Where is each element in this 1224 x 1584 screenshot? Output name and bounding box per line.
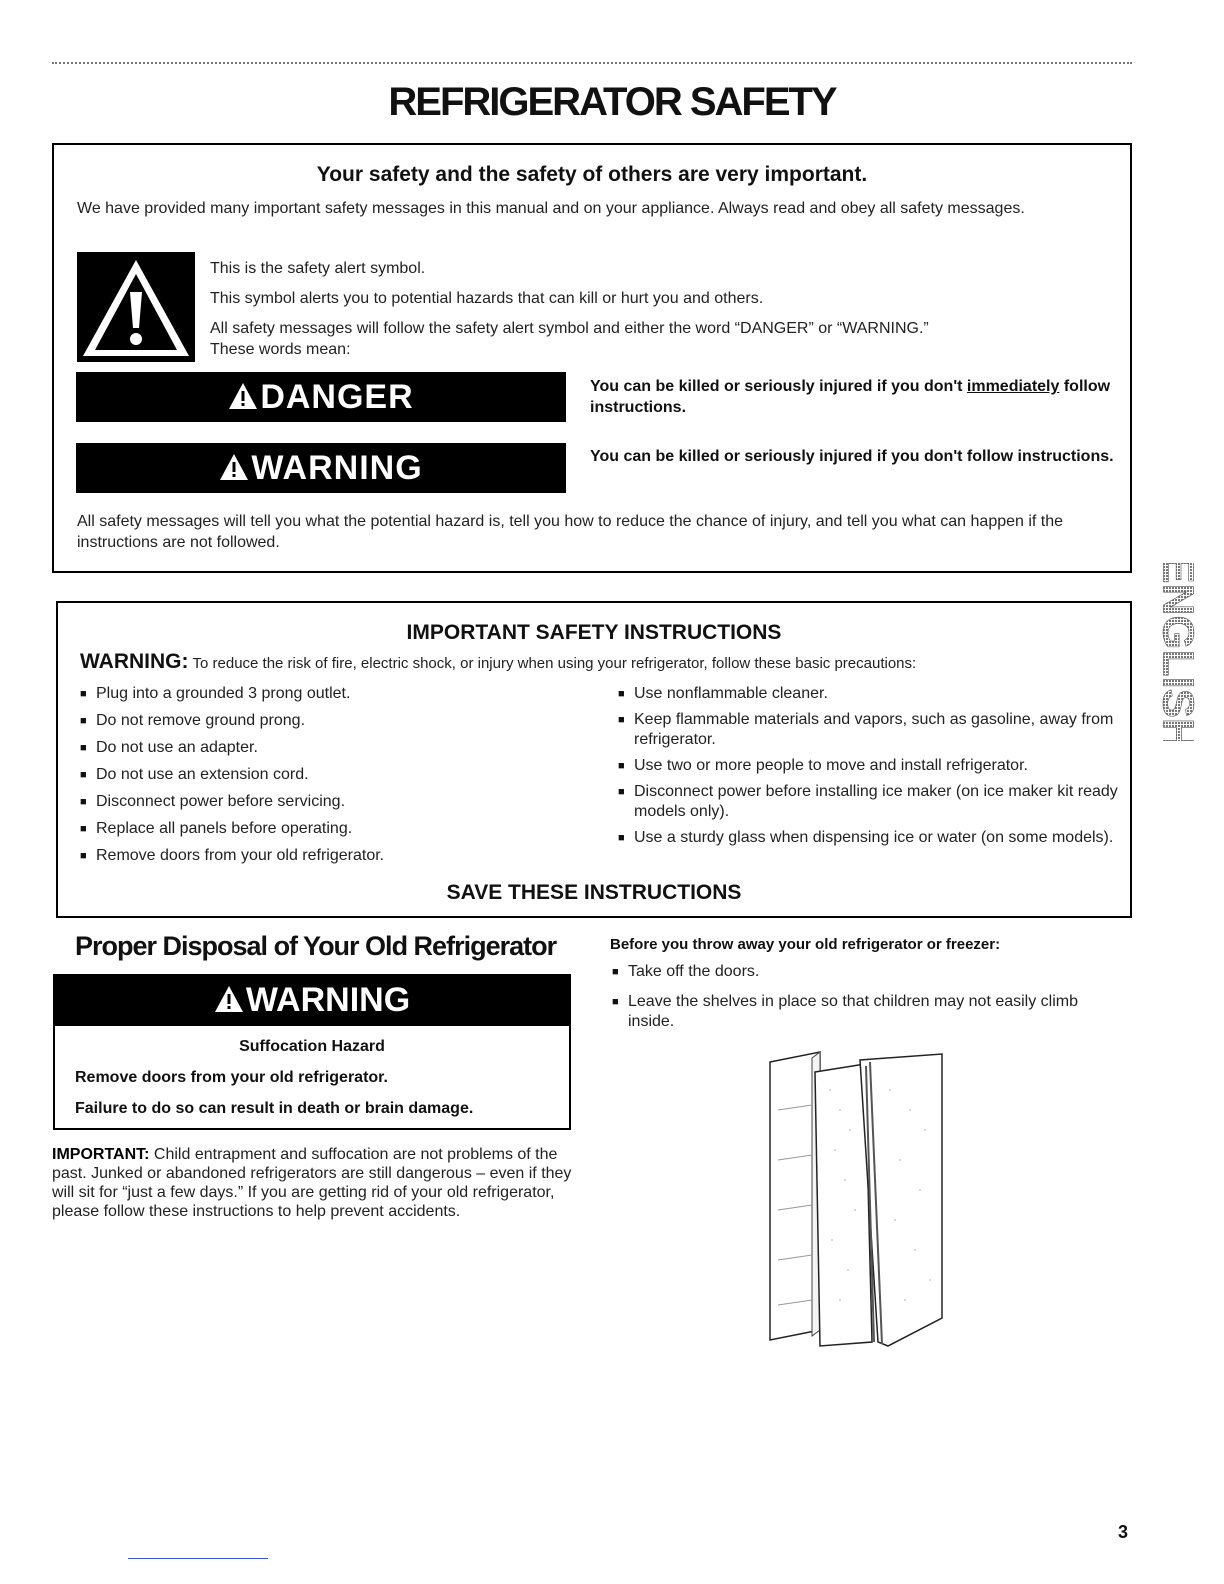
disposal-warning-bar: [53, 974, 571, 1026]
alert-symbol-explanation: [210, 258, 1110, 369]
warning-label: WARNING: [251, 449, 423, 487]
warning-signal-bar: [76, 443, 566, 493]
alert-triangle-icon: [228, 374, 258, 424]
alert-triangle-icon: [214, 976, 244, 1028]
safety-alert-symbol-icon: [77, 252, 195, 362]
language-tab: [1152, 563, 1198, 741]
list-item: ■ Disconnect power before servicing.: [80, 792, 560, 812]
safety-closing-text: All safety messages will tell you what the potential hazard is, tell you how to reduce the chance of injury, and tell you what can happen if the instructions are not followed.: [77, 513, 1064, 551]
alert-triangle-icon: [219, 445, 249, 495]
before-disposal-list: [612, 962, 1112, 1042]
list-item: ■ Remove doors from your old refrigerator.: [80, 846, 560, 866]
list-item: ■ Do not use an extension cord.: [80, 765, 560, 785]
safety-heading: Your safety and the safety of others are very important.: [316, 163, 868, 186]
important-paragraph: [52, 1145, 572, 1221]
list-item: ■ Disconnect power before installing ice maker (on ice maker kit ready models only).: [618, 782, 1123, 822]
before-disposal-title: Before you throw away your old refrigerator or freezer:: [610, 936, 1001, 953]
important-label: IMPORTANT:: [52, 1146, 150, 1163]
list-item: ■ Use two or more people to move and install refrigerator.: [618, 756, 1123, 776]
list-item: ■ Plug into a grounded 3 prong outlet.: [80, 684, 560, 704]
instructions-warning-label: WARNING:: [80, 650, 189, 673]
danger-desc-text: You can be killed or seriously injured if you don't: [590, 378, 967, 395]
instructions-warning: [80, 650, 1125, 674]
important-text: Child entrapment and suffocation are not problems of the past. Junked or abandoned refrigerators are still dangerous – even if they will sit for “just a few days.” If you are getting rid of your old refrigerator, please follow these instructions to help prevent accidents.: [52, 1146, 572, 1220]
list-item: ■ Do not remove ground prong.: [80, 711, 560, 731]
precautions-list-left: [80, 684, 560, 873]
list-item: ■ Replace all panels before operating.: [80, 819, 560, 839]
list-item: ■ Do not use an adapter.: [80, 738, 560, 758]
list-item: ■ Use a sturdy glass when dispensing ice or water (on some models).: [618, 828, 1123, 848]
instructions-warning-text: To reduce the risk of fire, electric shock, or injury when using your refrigerator, follow these basic precautions:: [192, 655, 917, 672]
list-item: ■ Keep flammable materials and vapors, such as gasoline, away from refrigerator.: [618, 710, 1123, 750]
page-number: 3: [1118, 1522, 1129, 1542]
alert-line: These words mean:: [210, 341, 351, 358]
save-instructions-title: SAVE THESE INSTRUCTIONS: [446, 881, 742, 904]
list-item: ■ Take off the doors.: [612, 962, 1112, 982]
danger-label: DANGER: [260, 378, 414, 416]
precautions-list-right: [618, 684, 1123, 854]
instructions-title: IMPORTANT SAFETY INSTRUCTIONS: [406, 621, 782, 644]
alert-line: This symbol alerts you to potential hazards that can kill or hurt you and others.: [210, 290, 764, 307]
danger-desc-text-end: follow instructions.: [590, 378, 1111, 416]
danger-desc-underlined: immediately: [966, 378, 1060, 395]
danger-description: [590, 376, 1120, 418]
list-item: ■ Use nonflammable cleaner.: [618, 684, 1123, 704]
language-tab-label: ENGLISH: [1153, 563, 1198, 741]
alert-line: This is the safety alert symbol.: [210, 260, 426, 277]
top-dotted-rule: [52, 62, 1132, 64]
safety-intro: We have provided many important safety messages in this manual and on your appliance. Always read and obey all safety messages.: [77, 200, 1025, 217]
warning-description: You can be killed or seriously injured if you don't follow instructions.: [590, 448, 1114, 465]
hazard-title: Suffocation Hazard: [239, 1038, 385, 1055]
list-item: ■ Leave the shelves in place so that children may not easily climb inside.: [612, 992, 1112, 1032]
hazard-consequence: Failure to do so can result in death or brain damage.: [75, 1100, 474, 1117]
danger-signal-bar: [76, 372, 566, 422]
disposal-warning-label: WARNING: [245, 981, 411, 1019]
refrigerator-illustration: [760, 1050, 980, 1355]
page-title: REFRIGERATOR SAFETY: [388, 80, 836, 124]
disposal-title: Proper Disposal of Your Old Refrigerator: [75, 931, 557, 961]
hazard-instruction: Remove doors from your old refrigerator.: [75, 1069, 388, 1086]
alert-line: All safety messages will follow the safety alert symbol and either the word “DANGER” or “WARNING.”: [210, 320, 929, 337]
footer-link-underline: [128, 1558, 268, 1559]
